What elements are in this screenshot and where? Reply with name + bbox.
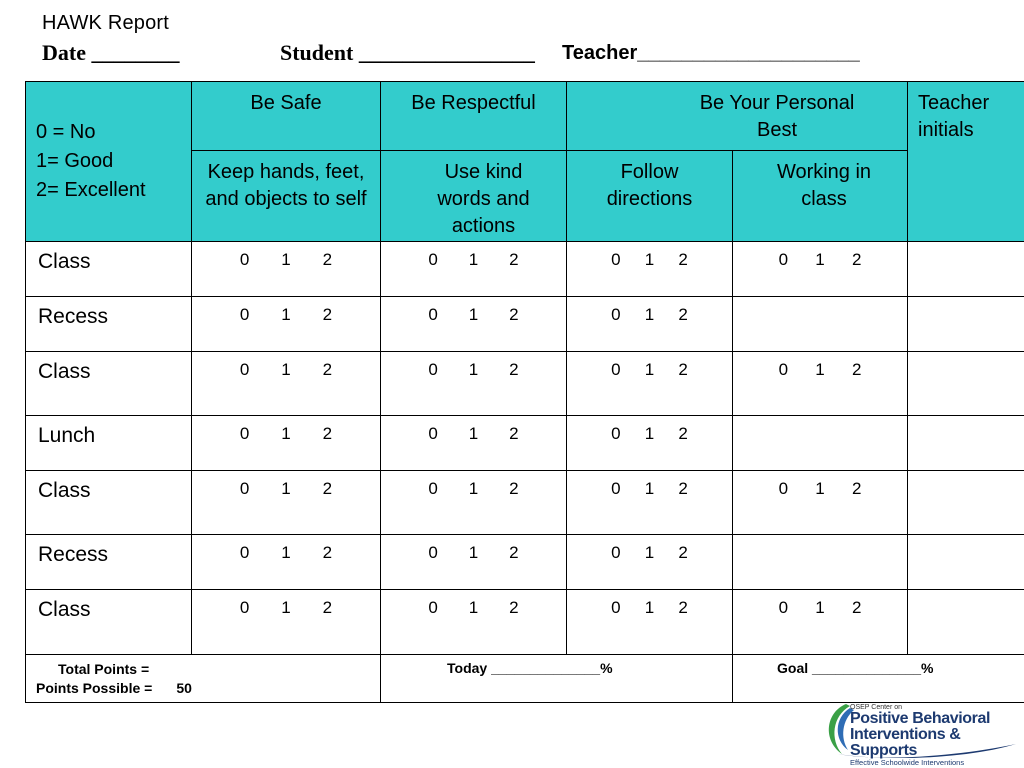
score-cell bbox=[567, 297, 733, 352]
score-option[interactable]: 2 bbox=[678, 305, 688, 324]
teacher-initials-cell[interactable] bbox=[908, 416, 1024, 471]
score-cell bbox=[192, 297, 381, 352]
score-option[interactable]: 2 bbox=[509, 360, 519, 379]
row-label: Recess bbox=[26, 297, 192, 352]
row-label: Class bbox=[26, 590, 192, 655]
score-cell bbox=[733, 535, 908, 590]
score-option[interactable]: 2 bbox=[322, 479, 333, 498]
header-teacher-initials: Teacher initials bbox=[908, 82, 1024, 242]
teacher-initials-cell[interactable] bbox=[908, 242, 1024, 297]
score-option[interactable]: 0 bbox=[778, 598, 789, 617]
teacher-initials-cell[interactable] bbox=[908, 590, 1024, 655]
score-option[interactable]: 1 bbox=[468, 479, 479, 498]
score-option[interactable]: 1 bbox=[468, 250, 479, 269]
score-cell bbox=[192, 471, 381, 535]
score-option[interactable]: 0 bbox=[428, 305, 438, 324]
row-label: Recess bbox=[26, 535, 192, 590]
score-cell bbox=[192, 352, 381, 416]
score-option[interactable]: 0 bbox=[428, 360, 438, 379]
header-follow-directions: Follow directions bbox=[567, 151, 733, 242]
table-row bbox=[26, 352, 1024, 416]
logo-top-text: OSEP Center on bbox=[850, 704, 903, 711]
score-option[interactable]: 2 bbox=[509, 424, 519, 443]
teacher-field: Teacher____________________ bbox=[562, 42, 860, 64]
points-possible-label: Points Possible = bbox=[36, 680, 153, 696]
teacher-initials-cell[interactable] bbox=[908, 297, 1024, 352]
logo-line2: Interventions & Supports bbox=[850, 726, 961, 759]
points-summary bbox=[26, 655, 381, 703]
score-option[interactable]: 2 bbox=[851, 360, 862, 379]
score-option[interactable]: 0 bbox=[428, 479, 438, 498]
score-cell bbox=[567, 471, 733, 535]
score-option[interactable]: 2 bbox=[678, 598, 688, 617]
legend-item: 0 = No bbox=[36, 121, 96, 143]
score-cell bbox=[567, 535, 733, 590]
score-option[interactable]: 0 bbox=[239, 305, 250, 324]
score-option[interactable]: 2 bbox=[851, 479, 862, 498]
date-field: Date ________ bbox=[42, 40, 180, 65]
score-option[interactable]: 1 bbox=[815, 250, 825, 269]
score-option[interactable]: 0 bbox=[428, 543, 438, 562]
score-option[interactable]: 2 bbox=[322, 543, 333, 562]
score-option[interactable]: 1 bbox=[815, 360, 825, 379]
score-option[interactable]: 1 bbox=[815, 479, 825, 498]
score-option[interactable]: 0 bbox=[611, 598, 621, 617]
score-option[interactable]: 1 bbox=[468, 305, 479, 324]
score-option[interactable]: 1 bbox=[644, 479, 655, 498]
today-percent: Today ______________% bbox=[381, 655, 733, 703]
score-option[interactable]: 2 bbox=[678, 543, 688, 562]
score-cell bbox=[733, 242, 908, 297]
score-cell bbox=[733, 471, 908, 535]
score-option[interactable]: 0 bbox=[611, 360, 621, 379]
score-cell bbox=[381, 416, 567, 471]
behavior-report-table bbox=[25, 81, 1024, 703]
score-cell bbox=[733, 416, 908, 471]
score-option[interactable]: 1 bbox=[468, 598, 479, 617]
score-option[interactable]: 0 bbox=[611, 479, 621, 498]
score-option[interactable]: 0 bbox=[611, 305, 621, 324]
score-cell bbox=[567, 242, 733, 297]
score-option[interactable]: 0 bbox=[611, 424, 621, 443]
score-option[interactable]: 1 bbox=[281, 543, 291, 562]
score-option[interactable]: 2 bbox=[509, 305, 519, 324]
score-cell bbox=[381, 471, 567, 535]
row-label: Class bbox=[26, 471, 192, 535]
score-option[interactable]: 0 bbox=[778, 479, 789, 498]
score-option[interactable]: 1 bbox=[644, 598, 655, 617]
score-option[interactable]: 2 bbox=[509, 479, 519, 498]
total-points: Total Points = bbox=[58, 661, 150, 677]
table-row bbox=[26, 471, 1024, 535]
header-use-kind-words: Use kind words and actions bbox=[381, 151, 567, 242]
teacher-initials-cell[interactable] bbox=[908, 352, 1024, 416]
pbis-logo bbox=[820, 700, 1018, 767]
student-field: Student ________________ bbox=[280, 40, 535, 65]
score-cell bbox=[381, 535, 567, 590]
score-option[interactable]: 1 bbox=[281, 305, 291, 324]
score-option[interactable]: 1 bbox=[644, 250, 655, 269]
legend-cell bbox=[26, 82, 192, 242]
points-possible-value: 50 bbox=[176, 680, 192, 696]
score-option[interactable]: 0 bbox=[239, 360, 250, 379]
score-cell bbox=[567, 416, 733, 471]
teacher-initials-cell[interactable] bbox=[908, 535, 1024, 590]
score-cell bbox=[567, 590, 733, 655]
goal-percent: Goal ______________% bbox=[733, 655, 1024, 703]
score-option[interactable]: 1 bbox=[468, 424, 479, 443]
score-option[interactable]: 1 bbox=[281, 479, 291, 498]
score-cell bbox=[381, 297, 567, 352]
legend-item: 1= Good bbox=[36, 150, 114, 172]
score-option[interactable]: 0 bbox=[428, 598, 438, 617]
score-option[interactable]: 2 bbox=[678, 360, 688, 379]
table-row bbox=[26, 590, 1024, 655]
header-be-personal-best: Be Your Personal Best bbox=[567, 82, 908, 151]
score-cell bbox=[192, 590, 381, 655]
header-be-safe: Be Safe bbox=[192, 82, 381, 151]
score-option[interactable]: 0 bbox=[778, 360, 789, 379]
teacher-initials-cell[interactable] bbox=[908, 471, 1024, 535]
score-option[interactable]: 0 bbox=[611, 543, 621, 562]
score-option[interactable]: 1 bbox=[815, 598, 825, 617]
row-label: Class bbox=[26, 242, 192, 297]
score-option[interactable]: 1 bbox=[644, 543, 655, 562]
score-option[interactable]: 2 bbox=[678, 479, 688, 498]
score-cell bbox=[381, 590, 567, 655]
table-row bbox=[26, 242, 1024, 297]
score-option[interactable]: 2 bbox=[509, 543, 519, 562]
score-option[interactable]: 2 bbox=[322, 360, 333, 379]
legend-item: 2= Excellent bbox=[36, 179, 146, 201]
score-cell bbox=[192, 416, 381, 471]
score-option[interactable]: 2 bbox=[851, 250, 862, 269]
score-option[interactable]: 1 bbox=[468, 543, 479, 562]
score-option[interactable]: 2 bbox=[322, 598, 333, 617]
logo-line3: Effective Schoolwide Interventions bbox=[850, 758, 965, 767]
logo-line1: Positive Behavioral bbox=[850, 710, 991, 727]
score-option[interactable]: 1 bbox=[468, 360, 479, 379]
row-label: Lunch bbox=[26, 416, 192, 471]
score-option[interactable]: 2 bbox=[851, 598, 862, 617]
score-option[interactable]: 1 bbox=[644, 424, 655, 443]
score-option[interactable]: 2 bbox=[322, 305, 333, 324]
score-cell bbox=[192, 535, 381, 590]
score-option[interactable]: 0 bbox=[239, 543, 250, 562]
score-option[interactable]: 2 bbox=[678, 424, 688, 443]
score-option[interactable]: 0 bbox=[611, 250, 621, 269]
score-option[interactable]: 1 bbox=[281, 360, 291, 379]
score-cell bbox=[733, 352, 908, 416]
table-row bbox=[26, 416, 1024, 471]
score-option[interactable]: 2 bbox=[678, 250, 688, 269]
row-label: Class bbox=[26, 352, 192, 416]
score-option[interactable]: 0 bbox=[239, 479, 250, 498]
score-option[interactable]: 2 bbox=[322, 250, 333, 269]
score-cell bbox=[567, 352, 733, 416]
score-option[interactable]: 1 bbox=[644, 360, 655, 379]
score-option[interactable]: 2 bbox=[322, 424, 333, 443]
table-row bbox=[26, 297, 1024, 352]
score-option[interactable]: 0 bbox=[778, 250, 789, 269]
table-row bbox=[26, 535, 1024, 590]
score-option[interactable]: 2 bbox=[509, 598, 519, 617]
score-cell bbox=[381, 352, 567, 416]
header-be-respectful: Be Respectful bbox=[381, 82, 567, 151]
score-option[interactable]: 1 bbox=[644, 305, 655, 324]
header-working-in-class: Working in class bbox=[733, 151, 908, 242]
score-option[interactable]: 1 bbox=[281, 598, 291, 617]
score-option[interactable]: 2 bbox=[509, 250, 519, 269]
score-option[interactable]: 0 bbox=[239, 598, 250, 617]
score-option[interactable]: 1 bbox=[281, 424, 291, 443]
score-cell bbox=[381, 242, 567, 297]
score-option[interactable]: 1 bbox=[281, 250, 291, 269]
header-keep-hands: Keep hands, feet, and objects to self bbox=[192, 151, 381, 242]
score-cell bbox=[733, 590, 908, 655]
score-option[interactable]: 0 bbox=[239, 250, 250, 269]
score-option[interactable]: 0 bbox=[239, 424, 250, 443]
score-cell bbox=[192, 242, 381, 297]
report-title: HAWK Report bbox=[42, 12, 170, 34]
score-option[interactable]: 0 bbox=[428, 250, 438, 269]
score-option[interactable]: 0 bbox=[428, 424, 438, 443]
score-cell bbox=[733, 297, 908, 352]
